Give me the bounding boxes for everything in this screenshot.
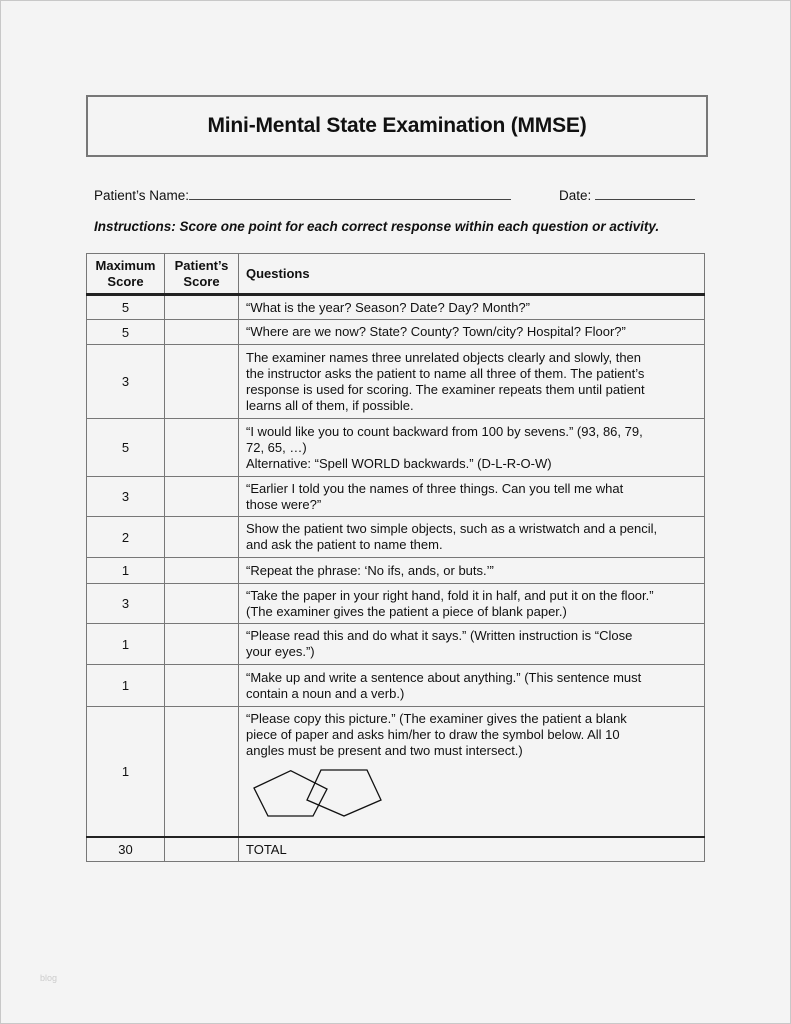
max-score-cell: 2 xyxy=(87,517,165,558)
question-text: “Earlier I told you the names of three things. Can you tell me what those were?” xyxy=(246,480,624,512)
max-score-cell: 1 xyxy=(87,558,165,584)
pentagon-right xyxy=(307,770,381,816)
patient-score-cell[interactable] xyxy=(165,345,239,419)
question-text: “Repeat the phrase: ‘No ifs, ands, or buts.’” xyxy=(246,562,494,578)
question-cell xyxy=(239,707,705,837)
patient-score-cell[interactable] xyxy=(165,477,239,517)
question-text: “Make up and write a sentence about anything.” (This sentence must contain a noun and a verb.) xyxy=(246,669,642,701)
table-header-row xyxy=(87,254,705,295)
question-cell xyxy=(239,558,705,584)
date-field[interactable] xyxy=(559,187,695,203)
patient-score-cell[interactable] xyxy=(165,517,239,558)
mmse-table xyxy=(86,253,705,862)
date-label: Date: xyxy=(559,188,592,203)
question-text: “Please read this and do what it says.” (Written instruction is “Close your eyes.”) xyxy=(246,628,633,659)
date-blank[interactable] xyxy=(595,187,695,200)
max-score-cell: 5 xyxy=(87,295,165,320)
question-cell xyxy=(239,624,705,665)
question-text: Show the patient two simple objects, such as a wristwatch and a pencil, and ask the patient to name them. xyxy=(246,521,658,552)
patient-score-cell[interactable] xyxy=(165,558,239,584)
watermark: blog xyxy=(40,973,58,983)
max-score-cell: 1 xyxy=(87,624,165,665)
patient-name-field[interactable] xyxy=(94,187,511,203)
instructions: Instructions: Score one point for each correct response within each question or activity. xyxy=(94,219,660,234)
max-score-cell: 3 xyxy=(87,345,165,419)
table-row xyxy=(87,517,705,558)
question-cell xyxy=(239,584,705,624)
patient-score-cell[interactable] xyxy=(165,419,239,477)
title-box xyxy=(86,95,708,157)
header-questions: Questions xyxy=(239,254,705,295)
table-row xyxy=(87,477,705,517)
table-row xyxy=(87,624,705,665)
question-text: “Please copy this picture.” (The examiner gives the patient a blank piece of paper and asks him/her to draw the symbol below. All 10 angles must be present and two must intersect.) xyxy=(246,711,627,758)
total-max-score: 30 xyxy=(87,837,165,862)
max-score-cell: 5 xyxy=(87,419,165,477)
total-label: TOTAL xyxy=(239,837,705,862)
table-row xyxy=(87,345,705,419)
question-cell xyxy=(239,477,705,517)
patient-score-cell[interactable] xyxy=(165,665,239,707)
question-cell xyxy=(239,419,705,477)
total-patient-score-cell[interactable] xyxy=(165,837,239,862)
question-text: The examiner names three unrelated objects clearly and slowly, then the instructor asks the patient to name all three of them. The patient’s response is used for scoring. The examiner repeats them until patient learns all of them, if possible. xyxy=(246,349,645,413)
question-cell xyxy=(239,320,705,345)
table-row xyxy=(87,665,705,707)
patient-score-cell[interactable] xyxy=(165,624,239,665)
header-patient-score: Patient’s Score xyxy=(165,254,239,295)
question-text: “Take the paper in your right hand, fold it in half, and put it on the floor.” (The examiner gives the patient a piece of blank paper.) xyxy=(246,587,654,619)
max-score-cell: 1 xyxy=(87,707,165,837)
patient-score-cell[interactable] xyxy=(165,295,239,320)
table-row xyxy=(87,584,705,624)
max-score-cell: 1 xyxy=(87,665,165,707)
question-text: “What is the year? Season? Date? Day? Month?” xyxy=(246,299,530,315)
max-score-cell: 5 xyxy=(87,320,165,345)
page-title: Mini-Mental State Examination (MMSE) xyxy=(207,114,587,137)
header-max-score: Maximum Score xyxy=(87,254,165,295)
max-score-cell: 3 xyxy=(87,584,165,624)
patient-score-cell[interactable] xyxy=(165,320,239,345)
table-row xyxy=(87,558,705,584)
question-cell xyxy=(239,665,705,707)
question-text: “I would like you to count backward from 100 by sevens.” (93, 86, 79, 72, 65, …) Alternative: “Spell WORLD backwards.” (D-L-R-O-W) xyxy=(246,423,643,471)
question-cell xyxy=(239,517,705,558)
total-row xyxy=(87,837,705,862)
intersecting-pentagons-figure xyxy=(246,765,386,819)
table-row xyxy=(87,707,705,837)
table-row xyxy=(87,419,705,477)
patient-score-cell[interactable] xyxy=(165,707,239,837)
table-row xyxy=(87,320,705,345)
question-cell xyxy=(239,295,705,320)
patient-name-label: Patient’s Name: xyxy=(94,188,190,203)
patient-name-blank[interactable] xyxy=(189,187,511,200)
question-cell xyxy=(239,345,705,419)
pentagon-left xyxy=(254,771,327,816)
max-score-cell: 3 xyxy=(87,477,165,517)
table-row xyxy=(87,295,705,320)
question-text: “Where are we now? State? County? Town/city? Hospital? Floor?” xyxy=(246,324,626,339)
patient-score-cell[interactable] xyxy=(165,584,239,624)
